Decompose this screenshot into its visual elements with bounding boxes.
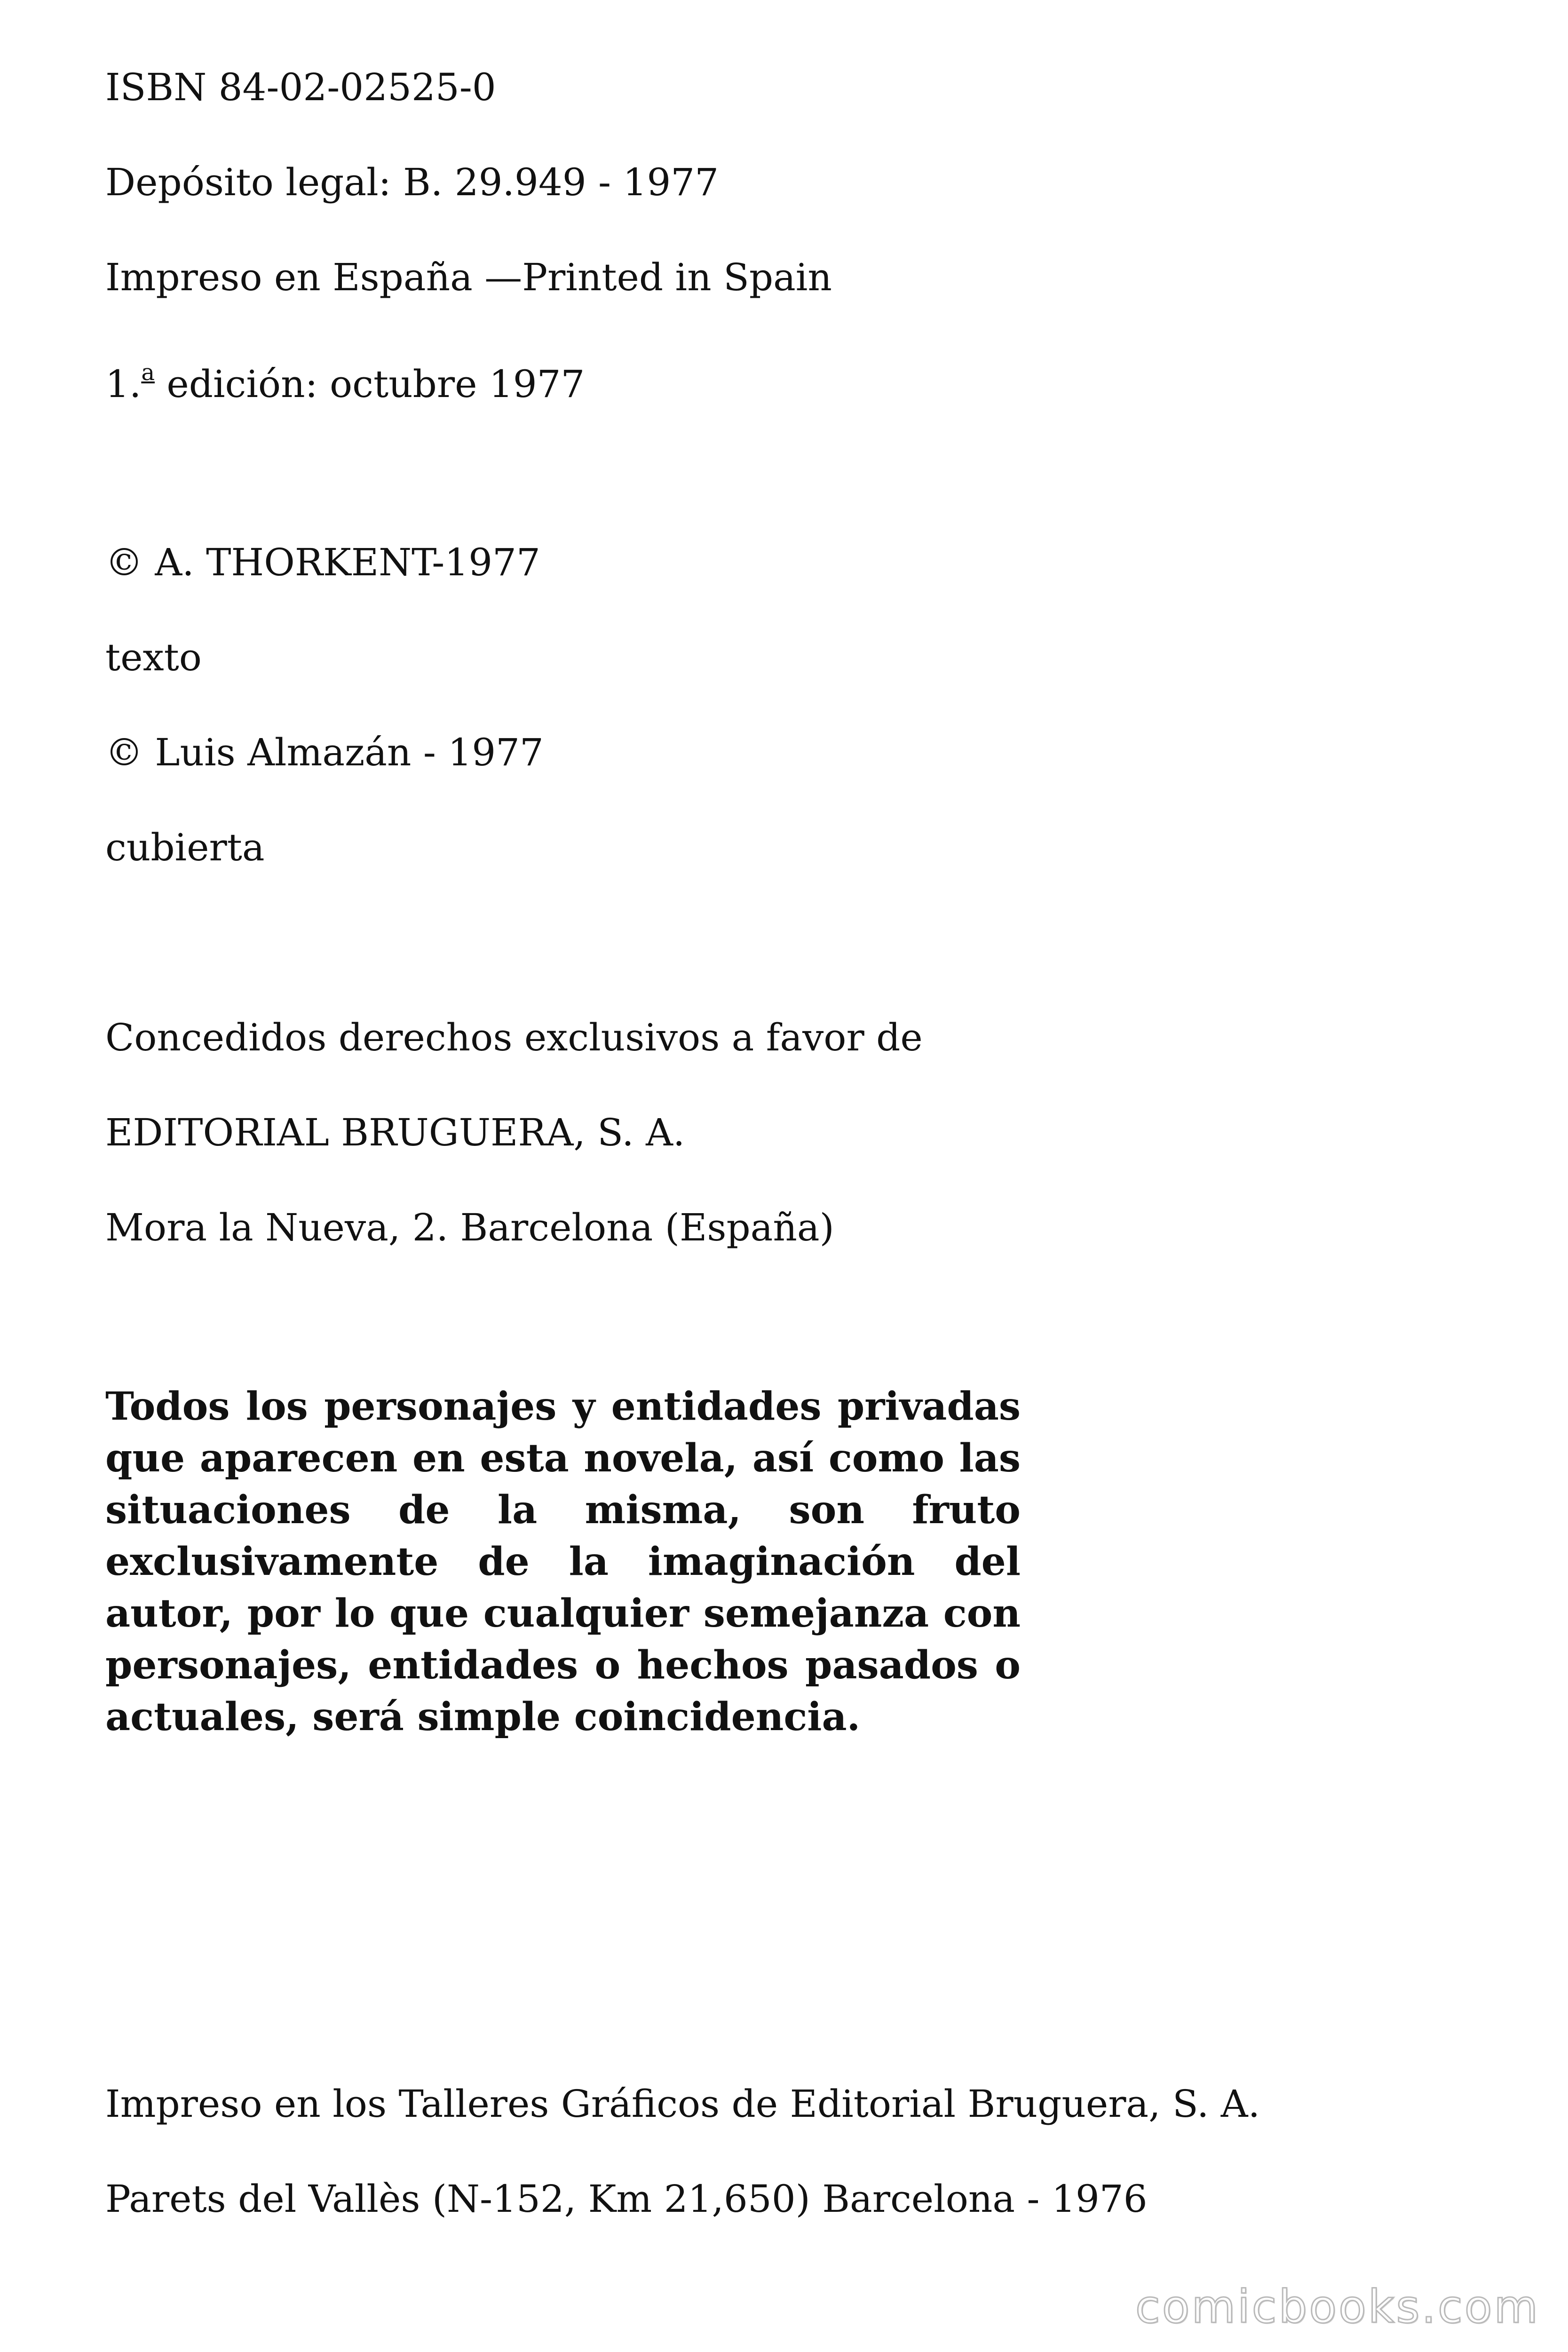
printer-location-line: Parets del Vallès (N-152, Km 21,650) Barcelona - 1976 <box>105 2177 1148 2221</box>
cover-label: cubierta <box>105 826 265 869</box>
cover-copyright-line: © Luis Almazán - 1977 <box>105 731 544 774</box>
fiction-disclaimer: Todos los personajes y entidades privadas que aparecen en esta novela, así como las situaciones de la misma, son fruto exclusivamente de la imaginación del autor, por lo que cualquier semejanza con personajes, entidades o hechos pasados o actuales, será simple coincidencia. <box>105 1384 1021 1740</box>
edition-number: 1. <box>105 362 142 406</box>
legal-deposit-line: Depósito legal: B. 29.949 - 1977 <box>105 160 719 204</box>
printed-in-line: Impreso en España —Printed in Spain <box>105 255 832 299</box>
edition-ordinal: a <box>141 359 155 386</box>
text-copyright-line: © A. THORKENT-1977 <box>105 540 540 584</box>
text-label: texto <box>105 636 202 679</box>
site-watermark: comicbooks.com <box>1135 2280 1540 2333</box>
printer-workshop-line: Impreso en los Talleres Gráficos de Editorial Bruguera, S. A. <box>105 2082 1260 2126</box>
edition-date: edición: octubre 1977 <box>154 362 585 406</box>
edition-line <box>105 349 585 408</box>
isbn-line: ISBN 84-02-02525-0 <box>105 65 496 109</box>
publisher-address-line: Mora la Nueva, 2. Barcelona (España) <box>105 1206 834 1249</box>
rights-granted-line: Concedidos derechos exclusivos a favor de <box>105 1016 923 1059</box>
publisher-line: EDITORIAL BRUGUERA, S. A. <box>105 1111 685 1154</box>
